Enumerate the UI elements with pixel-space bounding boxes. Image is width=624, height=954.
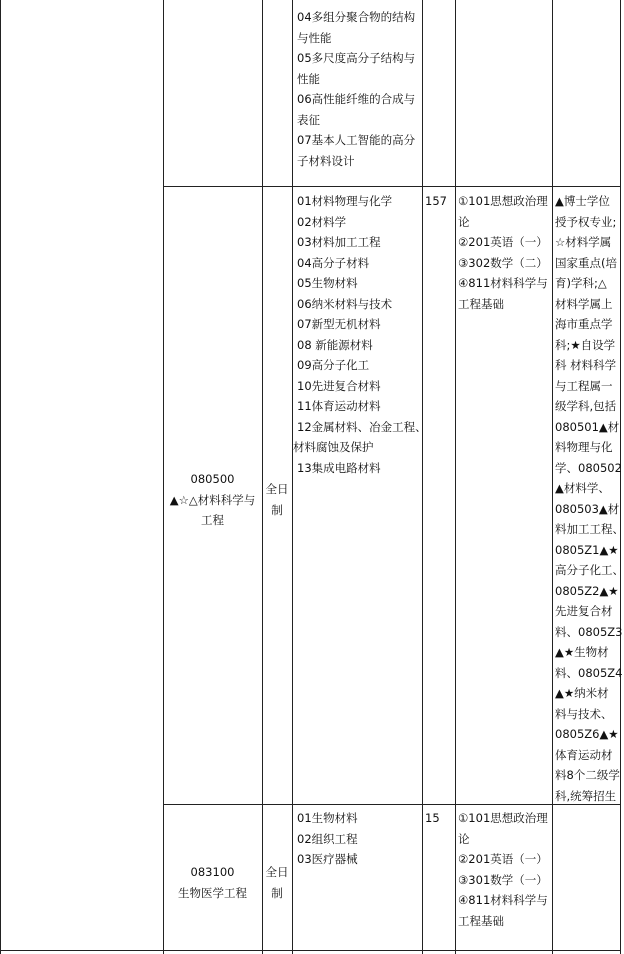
- list-item: 工程基础: [458, 296, 504, 311]
- major-code: 083100: [190, 865, 235, 879]
- research-directions-cell: [297, 7, 415, 171]
- list-item: 科;★自设学: [555, 337, 616, 352]
- list-item: 料8个二级学: [555, 768, 620, 782]
- list-item: 12金属材料、冶金工程、: [297, 419, 427, 434]
- list-item: ▲★生物材: [555, 645, 609, 659]
- study-mode-cell: [262, 479, 292, 520]
- list-item: 13集成电路材料: [297, 460, 381, 475]
- column-divider: [455, 0, 456, 954]
- list-item: 论: [458, 831, 470, 846]
- major-cell: [163, 862, 262, 903]
- list-item: 工程基础: [458, 913, 504, 928]
- list-item: 08 新能源材料: [297, 337, 373, 352]
- list-item: 料与技术、: [555, 706, 613, 721]
- list-item: ☆材料学属: [555, 235, 612, 249]
- list-item: 02材料学: [297, 214, 347, 229]
- list-item: 先进复合材: [555, 604, 613, 618]
- study-mode: 全日: [265, 865, 289, 879]
- list-item: ②201英语（一）: [458, 852, 548, 866]
- list-item: 06纳米材料与技术: [297, 296, 393, 311]
- list-item: 03医疗器械: [297, 852, 358, 866]
- list-item: 0805Z2▲★: [555, 583, 619, 598]
- list-item: 国家重点(培: [555, 255, 617, 270]
- list-item: 10先进复合材料: [297, 378, 381, 393]
- list-item: ▲博士学位: [555, 194, 610, 208]
- list-item: ▲材料学、: [555, 481, 610, 495]
- study-mode: 制: [271, 885, 283, 900]
- list-item: 材料腐蚀及保护: [293, 440, 374, 454]
- list-item: 03材料加工工程: [297, 235, 381, 249]
- list-item: 07新型无机材料: [297, 317, 381, 331]
- major-name: 工程: [201, 513, 224, 527]
- list-item: 01生物材料: [297, 811, 358, 825]
- list-item: 表征: [297, 112, 320, 127]
- column-divider: [292, 0, 293, 954]
- enrollment-count: 15: [425, 811, 440, 825]
- remarks-cell: [555, 191, 624, 806]
- list-item: ②201英语（一）: [458, 235, 548, 249]
- list-item: 04多组分聚合物的结构: [297, 10, 416, 24]
- exam-subjects-cell: [458, 808, 548, 931]
- list-item: ▲★纳米材: [555, 686, 609, 700]
- list-item: 授予权专业;: [555, 214, 617, 229]
- study-mode: 制: [271, 502, 283, 517]
- list-item: 料加工工程、: [555, 522, 624, 536]
- list-item: 料、0805Z3: [555, 624, 623, 639]
- enrollment-count: 157: [425, 194, 447, 208]
- list-item: 高分子化工、: [555, 563, 624, 577]
- list-item: ④811材料科学与: [458, 893, 548, 907]
- exam-subjects-cell: [458, 191, 548, 314]
- study-mode-cell: [262, 862, 292, 903]
- row-divider: [163, 804, 621, 805]
- list-item: ③301数学（一）: [458, 872, 548, 887]
- row-divider: [0, 950, 621, 951]
- list-item: 科,统筹招生: [555, 788, 617, 803]
- column-divider: [262, 0, 263, 954]
- list-item: 学、080502: [555, 460, 622, 475]
- list-item: 04高分子材料: [297, 255, 370, 270]
- list-item: 0805Z6▲★: [555, 727, 619, 741]
- major-name: 生物医学工程: [178, 885, 247, 900]
- list-item: 育)学科;△: [555, 276, 607, 290]
- list-item: 09高分子化工: [297, 358, 370, 372]
- list-item: ①101思想政治理: [458, 811, 548, 825]
- list-item: ③302数学（二）: [458, 255, 548, 270]
- list-item: 07基本人工智能的高分: [297, 133, 416, 147]
- major-cell: [163, 469, 262, 531]
- enrollment-cell: [425, 191, 447, 212]
- list-item: 02组织工程: [297, 831, 358, 846]
- list-item: 材料学属上: [555, 296, 613, 311]
- list-item: 与工程属一: [555, 378, 613, 393]
- list-item: 海市重点学: [555, 317, 613, 331]
- list-item: 06高性能纤维的合成与: [297, 92, 416, 106]
- list-item: 子材料设计: [297, 153, 355, 168]
- list-item: 080503▲材: [555, 501, 620, 516]
- major-name: ▲☆△材料科学与: [169, 492, 256, 507]
- list-item: 性能: [297, 71, 320, 86]
- list-item: 料物理与化: [555, 440, 613, 454]
- list-item: 级学科,包括: [555, 399, 617, 413]
- research-directions-cell: [293, 191, 427, 478]
- list-item: 080501▲材: [555, 419, 620, 434]
- enrollment-cell: [425, 808, 440, 829]
- row-divider: [163, 186, 621, 187]
- list-item: 01材料物理与化学: [297, 194, 393, 208]
- list-item: 论: [458, 214, 470, 229]
- list-item: ①101思想政治理: [458, 194, 548, 208]
- list-item: 05生物材料: [297, 276, 358, 290]
- major-code: 080500: [190, 472, 235, 486]
- column-divider: [552, 0, 553, 954]
- study-mode: 全日: [265, 482, 289, 496]
- list-item: 科 材料科学: [555, 358, 617, 372]
- list-item: 料、0805Z4: [555, 665, 623, 680]
- list-item: 体育运动材: [555, 747, 613, 762]
- table-border-left: [0, 0, 1, 954]
- list-item: 0805Z1▲★: [555, 542, 619, 557]
- list-item: 与性能: [297, 30, 332, 45]
- list-item: 05多尺度高分子结构与: [297, 51, 416, 65]
- list-item: 11体育运动材料: [297, 399, 381, 413]
- research-directions-cell: [297, 808, 358, 870]
- list-item: ④811材料科学与: [458, 276, 548, 290]
